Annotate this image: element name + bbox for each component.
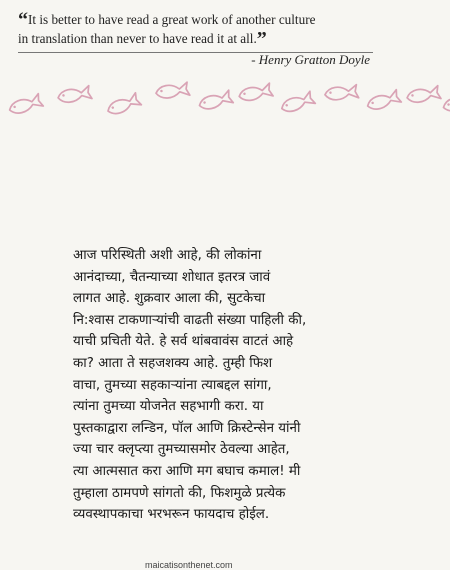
paragraph-line: त्यांना तुमच्या योजनेत सहभागी करा. या xyxy=(73,399,264,415)
quote-line-1: It is better to have read a great work of another culture xyxy=(28,12,316,27)
paragraph-line: पुस्तकाद्वारा लन्डिन, पॉल आणि क्रिस्टेन्सेन यांनी xyxy=(73,420,301,436)
fish-icon xyxy=(4,89,47,122)
fish-icon xyxy=(53,81,94,109)
paragraph-line: त्या आत्मसात करा आणि मग बघाच कमाल! मी xyxy=(73,463,301,479)
fish-icon xyxy=(362,85,405,118)
marathi-paragraph xyxy=(73,245,403,526)
paragraph-line: ज्या चार क्लृप्त्या तुमच्यासमोर ठेवल्या आहेत, xyxy=(73,442,290,458)
close-quote-mark: ” xyxy=(256,28,267,50)
fish-icon xyxy=(194,85,237,117)
paragraph-line: आज परिस्थिती अशी आहे, की लोकांना xyxy=(73,248,262,263)
quote-text xyxy=(18,10,378,48)
footer-url: maicatisonthenet.com xyxy=(145,560,233,570)
fish-decoration-row xyxy=(0,80,450,120)
quote-attribution: - Henry Gratton Doyle xyxy=(251,52,370,67)
paragraph-line: का? आता ते सहजशक्य आहे. तुम्ही फिश xyxy=(73,355,273,371)
paragraph-line: तुम्हाला ठामपणे सांगतो की, फिशमुळे प्रत्येक xyxy=(73,485,286,501)
paragraph-line: याची प्रचिती येते. हे सर्व थांबवावंस वाटतं आहे xyxy=(73,334,294,350)
quote-block xyxy=(18,10,378,68)
open-quote-mark: “ xyxy=(18,9,28,31)
fish-icon xyxy=(101,88,144,123)
quote-divider xyxy=(18,52,373,53)
quote-line-2: in translation than never to have read it at all. xyxy=(18,31,257,46)
fish-icon xyxy=(234,78,276,107)
paragraph-line: नि:श्वास टाकणाऱ्यांची वाढती संख्या पाहिली की, xyxy=(73,312,307,328)
fish-icon xyxy=(152,77,193,104)
paragraph-line: वाचा, तुमच्या सहकाऱ्यांना त्याबद्दल सांगा, xyxy=(73,377,272,393)
fish-icon xyxy=(275,86,318,120)
paragraph-line: लागत आहे. शुक्रवार आला की, सुटकेचा xyxy=(73,291,266,307)
paragraph-line: व्यवस्थापकाचा भरभरून फायदाच होईल. xyxy=(73,507,270,523)
paragraph-line: आनंदाच्या, चैतन्याच्या शोधात इतरत्र जावं xyxy=(73,269,271,285)
fish-icon xyxy=(321,80,361,106)
fish-icon xyxy=(402,81,443,109)
